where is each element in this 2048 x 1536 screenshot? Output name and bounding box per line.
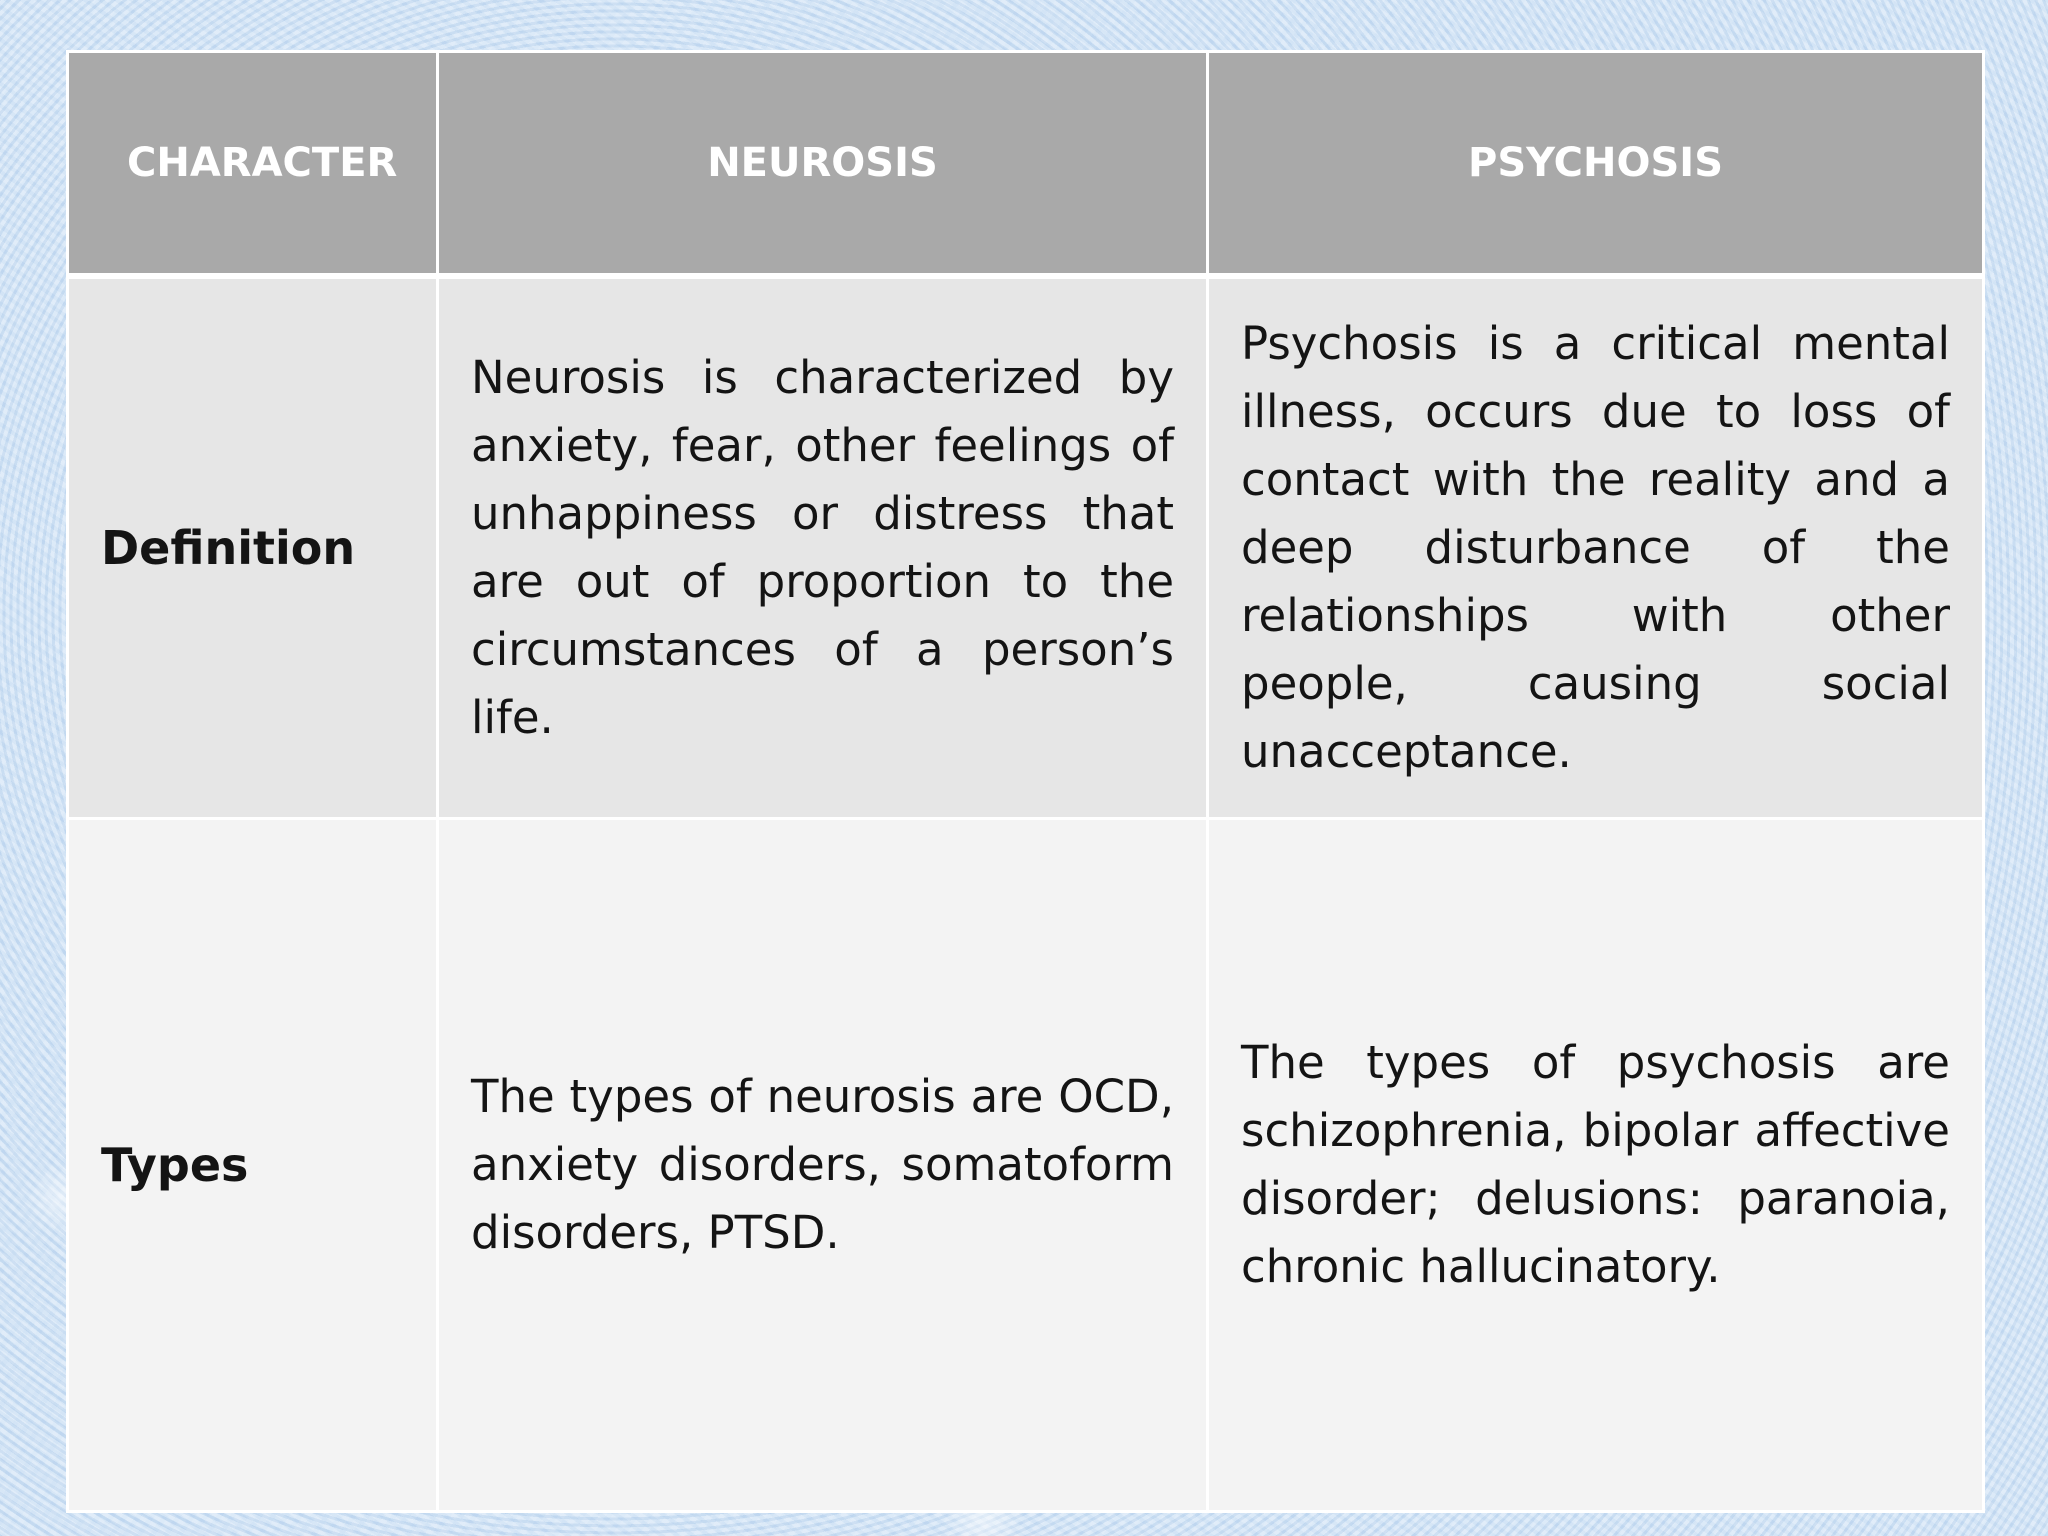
comparison-table	[66, 50, 1985, 1513]
table-header-row	[68, 52, 1984, 277]
cell-psychosis-definition	[1208, 276, 1984, 819]
cell-neurosis-definition	[438, 276, 1208, 819]
row-label-types: Types	[68, 819, 438, 1512]
neurosis-types-text: The types of neurosis are OCD, anxiety disorders, somatoform disorders, PTSD.	[471, 1070, 1174, 1259]
cell-psychosis-types	[1208, 819, 1984, 1512]
cell-neurosis-types	[438, 819, 1208, 1512]
psychosis-definition-text: Psychosis is a critical mental illness, occurs due to loss of contact with the reality and a deep disturbance of the relationships with other people, causing social unacceptance.	[1241, 317, 1950, 778]
header-neurosis: NEUROSIS	[438, 52, 1208, 277]
row-label-definition: Definition	[68, 276, 438, 819]
table-row-definition	[68, 276, 1984, 819]
header-character: CHARACTER	[68, 52, 438, 277]
neurosis-definition-text: Neurosis is characterized by anxiety, fear, other feelings of unhappiness or distress that are out of proportion to the circumstances of a person’s life.	[471, 351, 1174, 744]
header-psychosis: PSYCHOSIS	[1208, 52, 1984, 277]
psychosis-types-text: The types of psychosis are schizophrenia, bipolar affective disorder; delusions: paranoia, chronic hallucinatory.	[1241, 1036, 1950, 1293]
table-row-types	[68, 819, 1984, 1512]
